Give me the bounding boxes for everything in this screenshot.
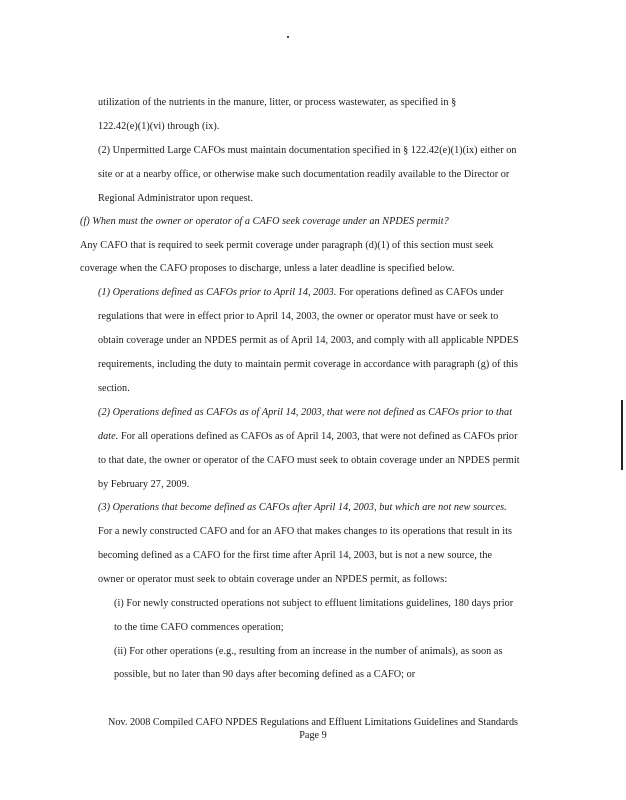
text-line bbox=[98, 287, 503, 299]
text-line bbox=[98, 431, 518, 443]
text-line: owner or operator must seek to obtain coverage under an NPDES permit, as follows: bbox=[98, 574, 448, 585]
text-line: site or at a nearby office, or otherwise make such documentation readily available to the Director or bbox=[98, 169, 510, 180]
text-line: possible, but no later than 90 days after becoming defined as a CAFO; or bbox=[114, 669, 416, 680]
scan-speck bbox=[287, 36, 289, 38]
text-line: (i) For newly constructed operations not subject to effluent limitations guidelines, 180 days prior bbox=[114, 598, 514, 609]
text-span: For all operations defined as CAFOs as of April 14, 2003, that were not defined as CAFOs prior bbox=[118, 431, 518, 442]
text-line: coverage when the CAFO proposes to discharge, unless a later deadline is specified below. bbox=[80, 263, 455, 274]
subsection-heading: (2) Operations defined as CAFOs as of April 14, 2003, that were not defined as CAFOs prior to that bbox=[98, 407, 513, 418]
text-line: regulations that were in effect prior to April 14, 2003, the owner or operator must have or seek to bbox=[98, 311, 499, 322]
text-line: 122.42(e)(1)(vi) through (ix). bbox=[98, 121, 220, 132]
text-line: Regional Administrator upon request. bbox=[98, 193, 254, 204]
page-number: Page 9 bbox=[299, 730, 327, 741]
subsection-heading: date. bbox=[98, 431, 119, 442]
text-span: For operations defined as CAFOs under bbox=[336, 287, 504, 298]
footer-title: Nov. 2008 Compiled CAFO NPDES Regulations and Effluent Limitations Guidelines and Standards bbox=[107, 717, 519, 728]
text-line: requirements, including the duty to maintain permit coverage in accordance with paragraph (g) of this bbox=[98, 359, 519, 370]
text-line: (ii) For other operations (e.g., resulting from an increase in the number of animals), as soon as bbox=[114, 646, 503, 657]
subsection-heading: (1) Operations defined as CAFOs prior to April 14, 2003. bbox=[98, 287, 337, 298]
text-line: obtain coverage under an NPDES permit as of April 14, 2003, and comply with all applicable NPDES bbox=[98, 335, 519, 346]
text-line: becoming defined as a CAFO for the first time after April 14, 2003, but is not a new source, the bbox=[98, 550, 493, 561]
section-heading: (f) When must the owner or operator of a CAFO seek coverage under an NPDES permit? bbox=[80, 216, 449, 227]
text-line: (2) Unpermitted Large CAFOs must maintain documentation specified in § 122.42(e)(1)(ix) either on bbox=[98, 145, 517, 156]
text-line: to that date, the owner or operator of the CAFO must seek to obtain coverage under an NPDES permit bbox=[98, 455, 520, 466]
subsection-heading: (3) Operations that become defined as CAFOs after April 14, 2003, but which are not new sources. bbox=[98, 502, 507, 513]
text-line: Any CAFO that is required to seek permit coverage under paragraph (d)(1) of this section must seek bbox=[80, 240, 494, 251]
text-line: For a newly constructed CAFO and for an AFO that makes changes to its operations that result in its bbox=[98, 526, 513, 537]
text-line: by February 27, 2009. bbox=[98, 479, 190, 490]
text-line: to the time CAFO commences operation; bbox=[114, 622, 284, 633]
scan-edge-mark bbox=[621, 400, 623, 470]
text-line: utilization of the nutrients in the manure, litter, or process wastewater, as specified in § bbox=[98, 97, 457, 108]
text-line: section. bbox=[98, 383, 130, 394]
